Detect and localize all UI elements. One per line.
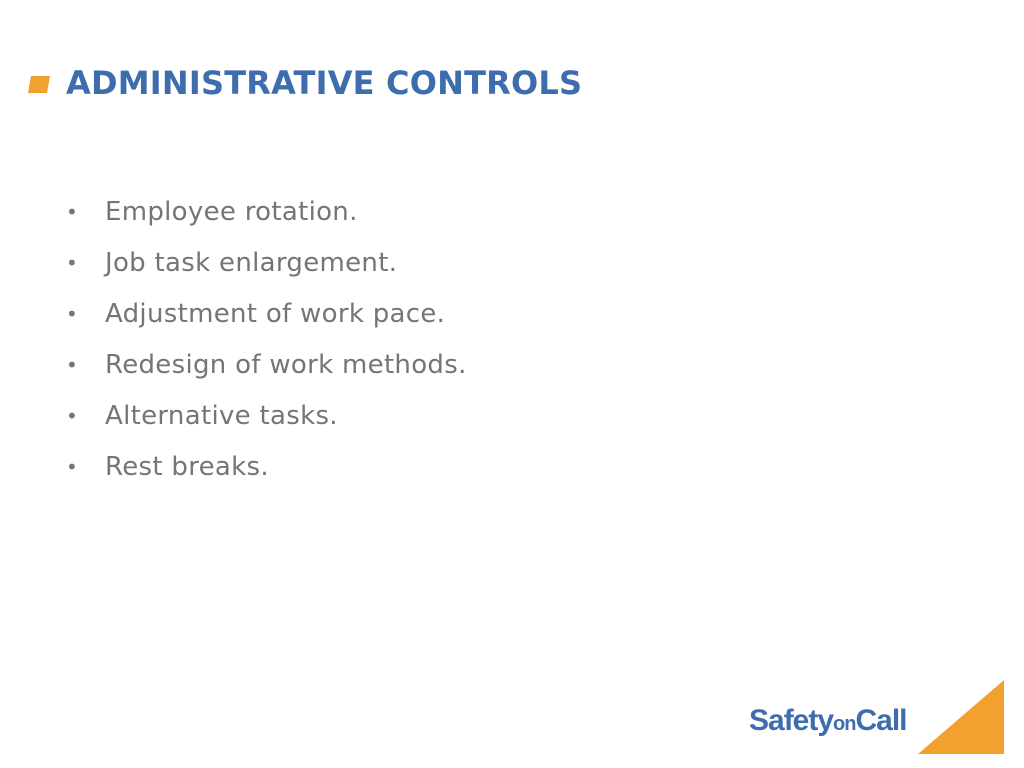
bullet-text: Adjustment of work pace. [105, 299, 446, 329]
bullet-text: Employee rotation. [105, 197, 358, 227]
bullet-dot: • [66, 404, 79, 428]
bullet-dot: • [66, 455, 79, 479]
title-marker-icon [28, 76, 50, 93]
bullet-text: Job task enlargement. [105, 248, 398, 278]
bullet-dot: • [66, 353, 79, 377]
bullet-dot: • [66, 302, 79, 326]
slide-title: ADMINISTRATIVE CONTROLS [66, 64, 583, 102]
bullet-dot: • [66, 200, 79, 224]
logo-text-on: on [833, 713, 856, 735]
safety-on-call-logo [749, 704, 907, 744]
bullet-text: Alternative tasks. [105, 401, 338, 431]
logo-text-call: Call [855, 704, 907, 737]
corner-triangle-icon [918, 680, 1004, 754]
bullet-dot: • [66, 251, 79, 275]
bullet-text: Rest breaks. [105, 452, 269, 482]
bullet-text: Redesign of work methods. [105, 350, 467, 380]
logo-text-safety: Safety [749, 704, 834, 737]
